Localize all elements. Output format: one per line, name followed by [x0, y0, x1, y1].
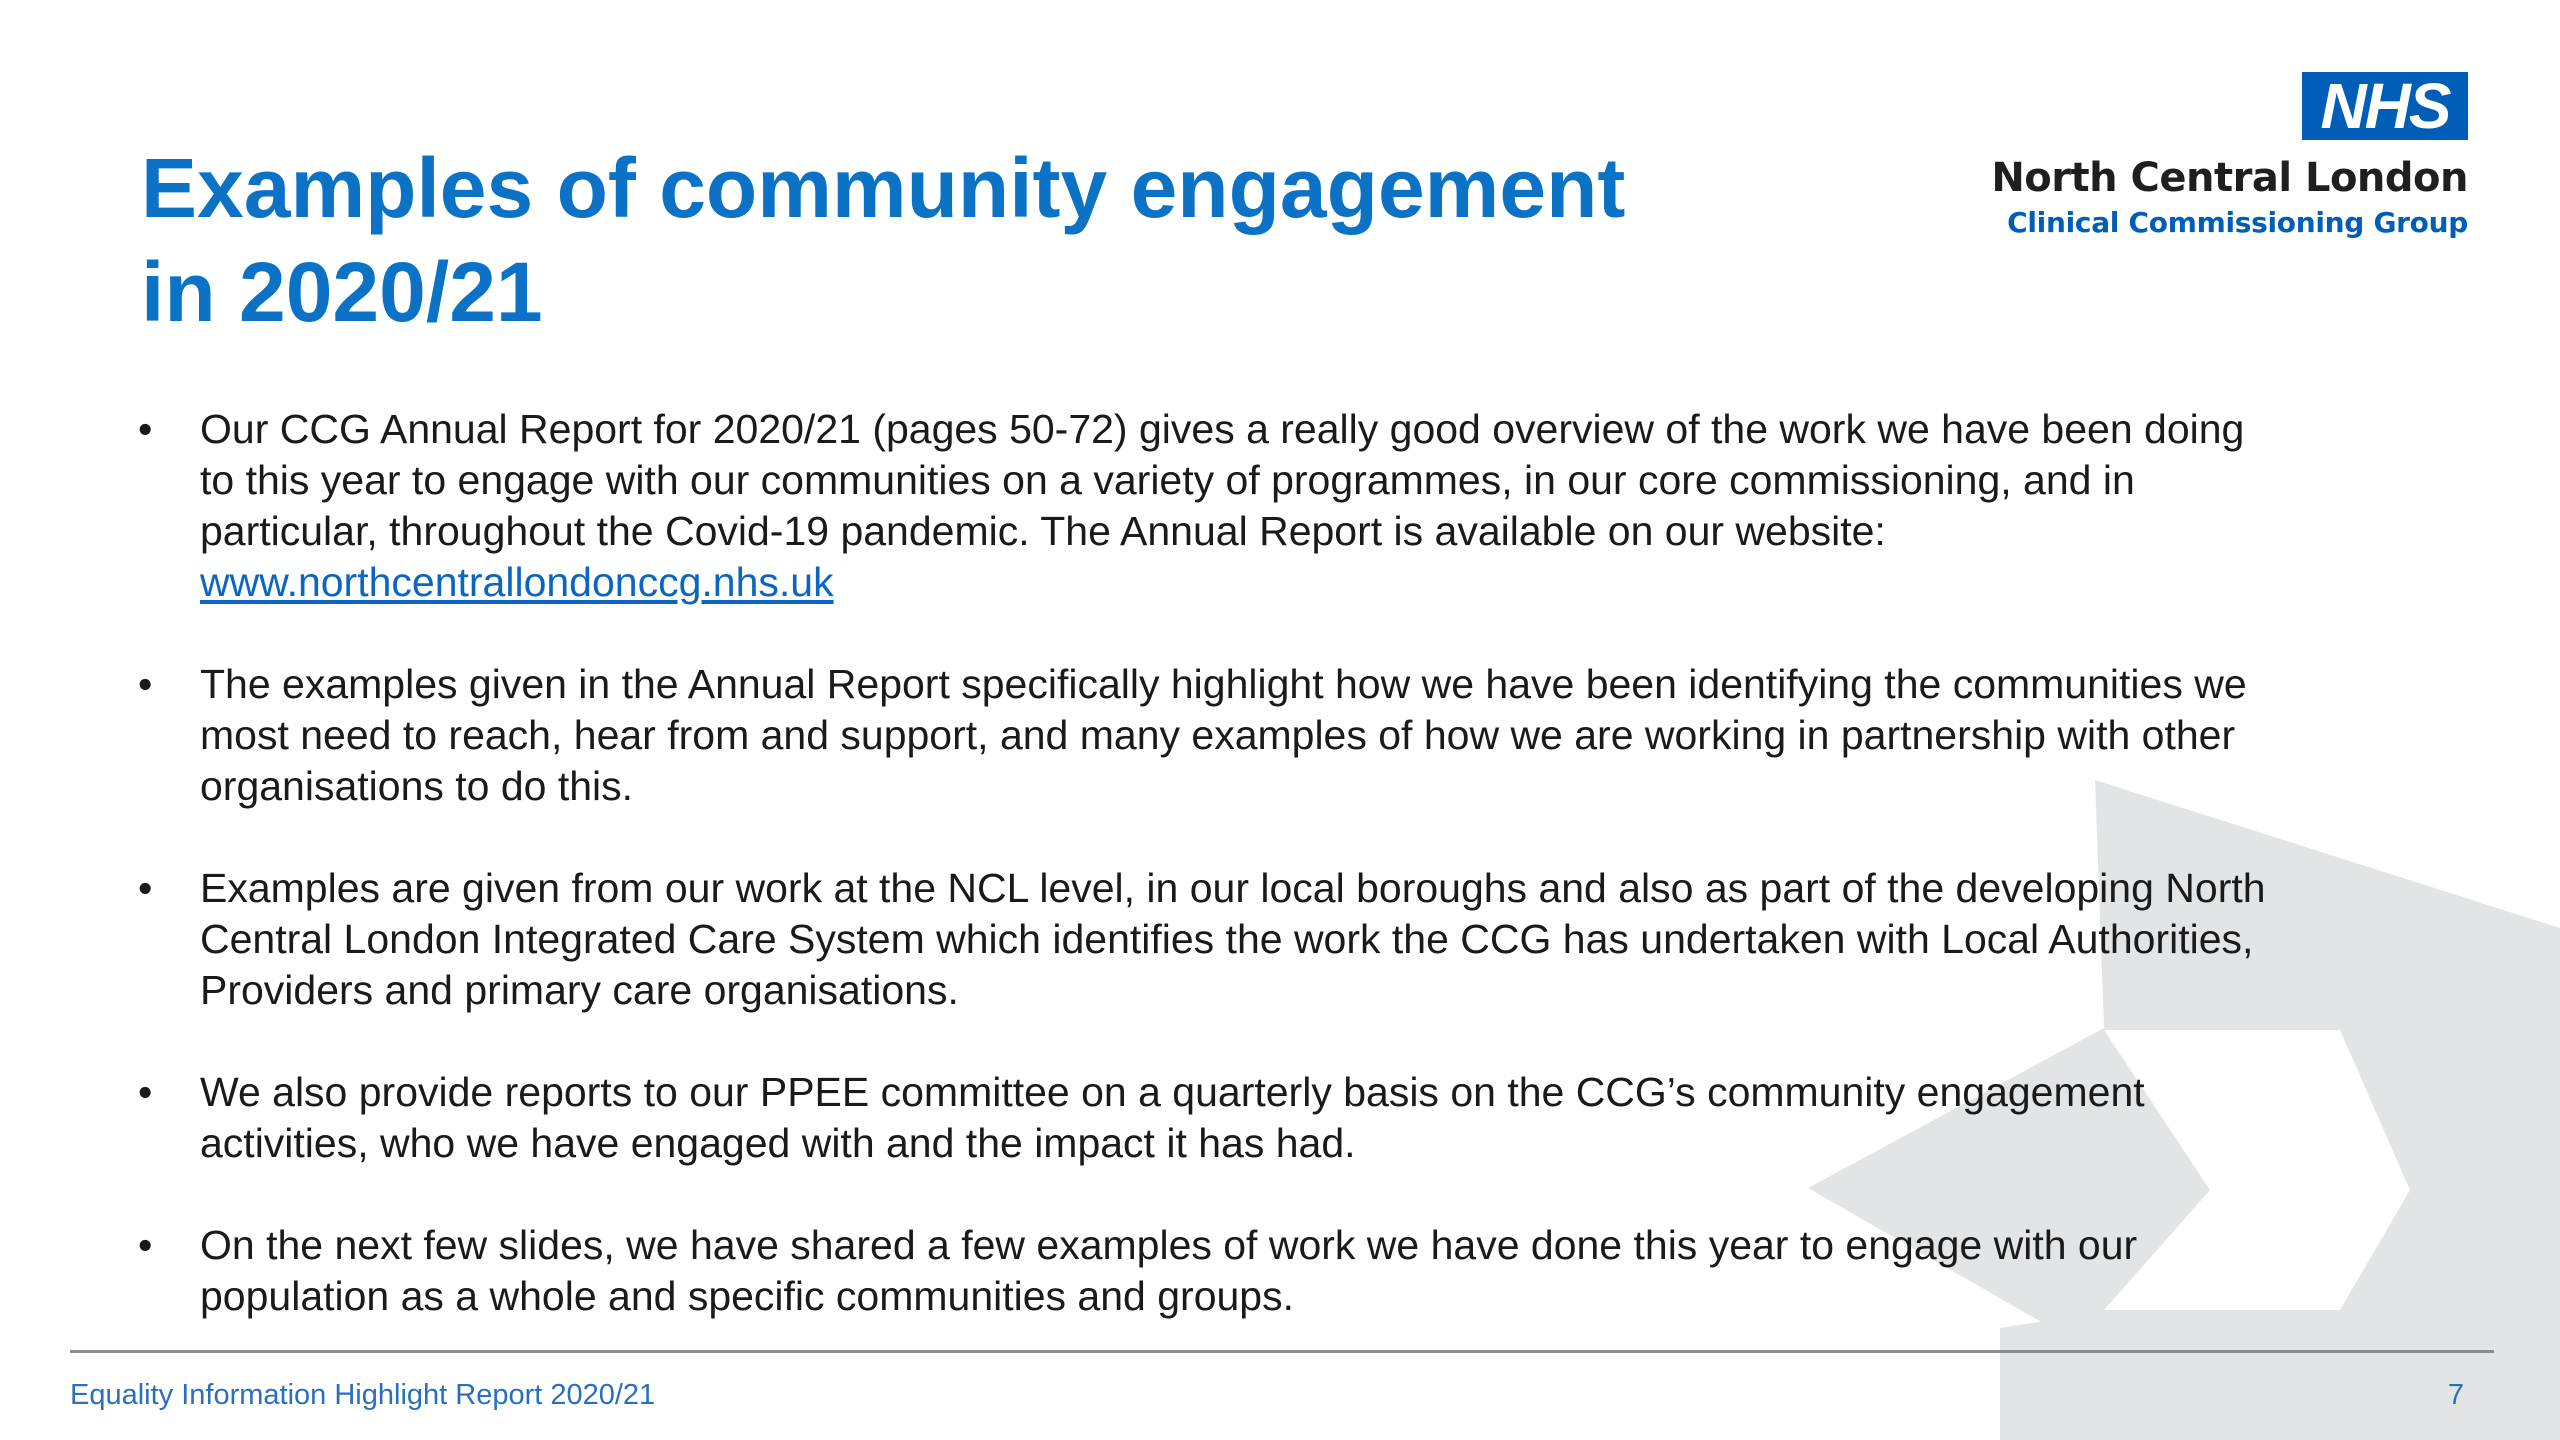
website-link[interactable]: www.northcentrallondonccg.nhs.uk [200, 559, 834, 605]
bullet-3-line-1: Examples are given from our work at the NCL level, in our local boroughs and also as part of the developing North [200, 865, 2266, 911]
bullet-list [138, 404, 2368, 1373]
page-title [141, 136, 1841, 344]
footer-divider [70, 1350, 2494, 1353]
bullet-dot: • [138, 1222, 153, 1268]
bullet-3-line-3: Providers and primary care organisations. [200, 967, 959, 1013]
org-subtitle: Clinical Commissioning Group [2007, 206, 2468, 239]
bullet-1-line-1: Our CCG Annual Report for 2020/21 (pages 50-72) gives a really good overview of the work we have been doing [200, 406, 2245, 452]
bullet-5-line-2: population as a whole and specific communities and groups. [200, 1273, 1294, 1319]
nhs-ncl-logo [1908, 72, 2468, 252]
bullet-item [138, 1067, 2368, 1169]
bullet-dot: • [138, 865, 153, 911]
footer-report-title: Equality Information Highlight Report 2020/21 [70, 1379, 656, 1411]
bullet-item [138, 1220, 2368, 1322]
bullet-item [138, 659, 2368, 812]
bullet-item [138, 404, 2368, 608]
org-name: North Central London [1991, 155, 2468, 201]
bullet-4-line-1: We also provide reports to our PPEE committee on a quarterly basis on the CCG’s community engagement [200, 1069, 2145, 1115]
bullet-item [138, 863, 2368, 1016]
bullet-2-line-1: The examples given in the Annual Report specifically highlight how we have been identifying the communities we [200, 661, 2247, 707]
page-number: 7 [2447, 1379, 2464, 1411]
title-line-2: in 2020/21 [141, 245, 543, 339]
bullet-dot: • [138, 406, 153, 452]
bullet-5-line-1: On the next few slides, we have shared a few examples of work we have done this year to engage with our [200, 1222, 2138, 1268]
bullet-2-line-3: organisations to do this. [200, 763, 634, 809]
bullet-dot: • [138, 661, 153, 707]
nhs-logo-badge: NHS [2302, 72, 2468, 140]
bullet-4-line-2: activities, who we have engaged with and the impact it has had. [200, 1120, 1356, 1166]
bullet-2-line-2: most need to reach, hear from and support, and many examples of how we are working in partnership with other [200, 712, 2236, 758]
title-line-1: Examples of community engagement [141, 141, 1626, 235]
bullet-1-line-2: to this year to engage with our communities on a variety of programmes, in our core commissioning, and in [200, 457, 2135, 503]
bullet-dot: • [138, 1069, 153, 1115]
bullet-3-line-2: Central London Integrated Care System which identifies the work the CCG has undertaken with Local Authorities, [200, 916, 2254, 962]
bullet-1-line-3: particular, throughout the Covid-19 pandemic. The Annual Report is available on our website: [200, 508, 1886, 554]
